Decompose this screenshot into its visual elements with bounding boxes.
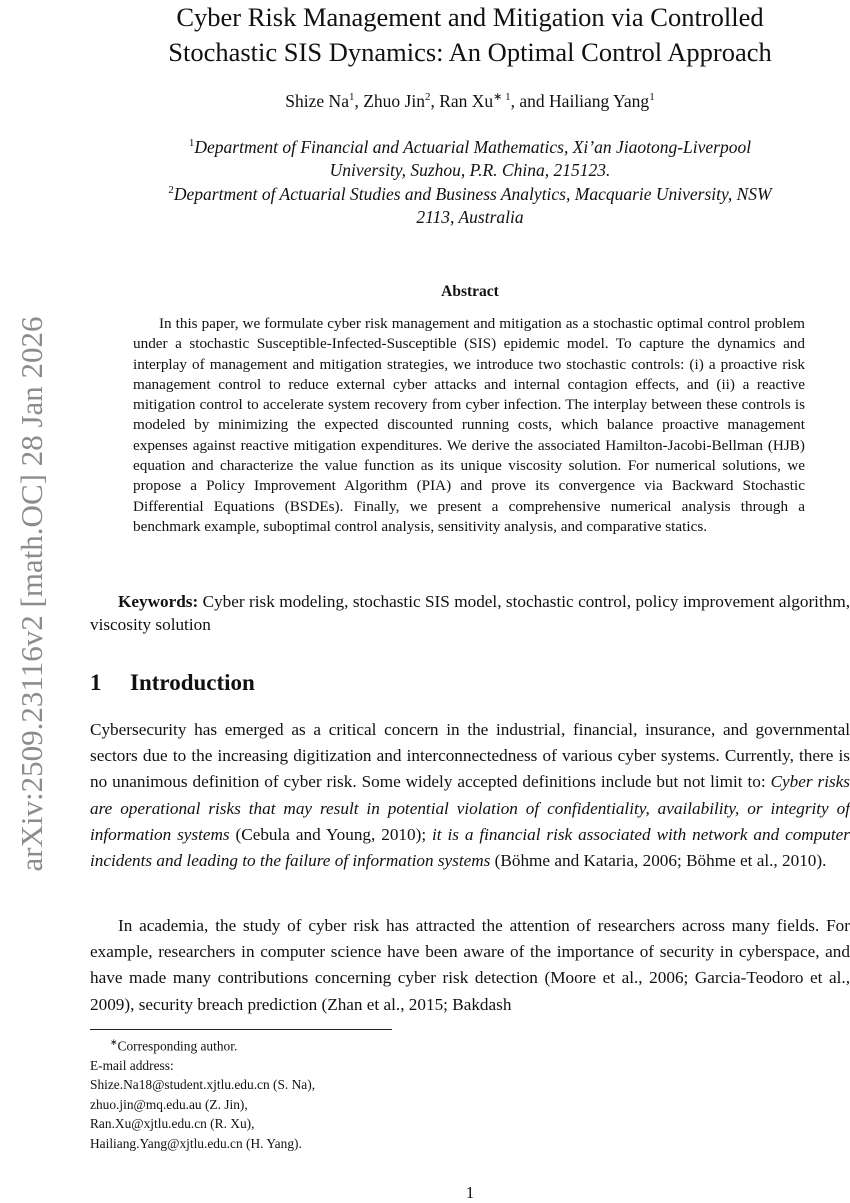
author-list: [90, 90, 850, 112]
author-name: Hailiang Yang: [549, 90, 650, 111]
footnote-email: Hailiang.Yang@xjtlu.edu.cn (H. Yang).: [90, 1135, 302, 1151]
section-number: 1: [90, 670, 102, 695]
affiliation-mark: 1: [188, 137, 195, 149]
author-affil-mark: 1: [348, 91, 355, 103]
keywords: [90, 590, 850, 636]
definition-quote: it is a financial risk associated with network and computer incidents and leading to the failure of information systems: [90, 824, 850, 871]
keywords-label: Keywords:: [118, 592, 199, 611]
affiliation-mark: 2: [168, 184, 174, 196]
title-line-2: Stochastic SIS Dynamics: An Optimal Control Approach: [168, 37, 772, 67]
keywords-text: Cyber risk modeling, stochastic SIS model, stochastic control, policy improvement algorithm, viscosity solution: [90, 592, 850, 634]
intro-paragraph-2: In academia, the study of cyber risk has attracted the attention of researchers across many fields. For example, researchers in computer science have been aware of the importance of security in cyberspace, and have made many contributions concerning cyber risk detection (Moore et al., 2006; Garcia-Teodoro et al., 2009), security breach prediction (Zhan et al., 2015; Bakdash: [90, 916, 850, 1014]
citation-text: (Böhme and Kataria, 2006; Böhme et al., 2010).: [490, 851, 827, 871]
author-affil-mark: ∗ 1: [493, 91, 511, 103]
author-name: Ran Xu: [439, 90, 494, 111]
affiliation-1: [90, 132, 850, 182]
author-and: , and: [510, 90, 550, 111]
footnote-email: Shize.Na18@student.xjtlu.edu.cn (S. Na),: [90, 1077, 316, 1093]
author-separator: ,: [354, 90, 364, 111]
abstract-heading: Abstract: [441, 283, 499, 300]
author-name: Zhuo Jin: [363, 90, 425, 111]
author-name: Shize Na: [285, 90, 349, 111]
affiliation-line: 2113, Australia: [416, 206, 524, 227]
citation-text: (Cebula and Young, 2010);: [229, 824, 433, 844]
section-heading-introduction: [90, 670, 255, 696]
footnote-email: zhuo.jin@mq.edu.au (Z. Jin),: [90, 1096, 248, 1112]
paragraph-text: Cybersecurity has emerged as a critical concern in the industrial, financial, insurance, and governmental sectors due to the increasing digitization and interconnectedness of various cyber systems. Currently, there is no unanimous definition of cyber risk. Some widely accepted definitions include but not limit to:: [90, 720, 850, 792]
footnote-corresponding: [90, 1033, 590, 1056]
section-title: Introduction: [130, 670, 255, 695]
author-separator: ,: [430, 90, 440, 111]
author-affil-mark: 2: [424, 91, 431, 103]
arxiv-sidebar-stamp: arXiv:2509.23116v2 [math.OC] 28 Jan 2026: [14, 316, 49, 872]
title-line-1: Cyber Risk Management and Mitigation via Controlled: [176, 2, 764, 32]
footnotes: [90, 1033, 590, 1153]
footnote-email-label: E-mail address:: [90, 1057, 174, 1073]
author-affil-mark: 1: [649, 91, 655, 103]
definition-quote: Cyber risks are operational risks that may result in potential violation of confidentiality, availability, or integrity of information systems: [90, 772, 850, 844]
footnote-rule: [90, 1029, 392, 1030]
footnote-text: Corresponding author.: [117, 1038, 238, 1054]
intro-paragraph-1: [90, 717, 850, 874]
affiliation-line: Department of Actuarial Studies and Business Analytics, Macquarie University, NSW: [173, 183, 772, 204]
paper-title: [90, 0, 850, 70]
footnote-email: Ran.Xu@xjtlu.edu.cn (R. Xu),: [90, 1116, 255, 1132]
affiliation-line: University, Suzhou, P.R. China, 215123.: [329, 159, 611, 180]
abstract-body: In this paper, we formulate cyber risk management and mitigation as a stochastic optimal control problem under a stochastic Susceptible-Infected-Susceptible (SIS) epidemic model. To capture the dynamics and interplay of management and mitigation strategies, we introduce two stochastic controls: (i) a proactive risk management control to reduce external cyber attacks and internal contagion effects, and (ii) a reactive mitigation control to accelerate system recovery from cyber infection. The interplay between these controls is modeled by minimizing the expected discounted running costs, which balance proactive management expenses against reactive mitigation expenditures. We derive the associated Hamilton-Jacobi-Bellman (HJB) equation and characterize the value function as its unique viscosity solution. For numerical solutions, we propose a Policy Improvement Algorithm (PIA) and prove its convergence via Backward Stochastic Differential Equations (BSDEs). Finally, we present a comprehensive numerical analysis through a benchmark example, suboptimal control analysis, sensitivity analysis, and comparative statics.: [133, 315, 805, 535]
affiliation-2: [90, 179, 850, 229]
affiliation-line: Department of Financial and Actuarial Mathematics, Xi’an Jiaotong-Liverpool: [194, 136, 752, 157]
page-number: 1: [465, 1183, 475, 1202]
footnote-mark: ∗: [110, 1037, 118, 1047]
